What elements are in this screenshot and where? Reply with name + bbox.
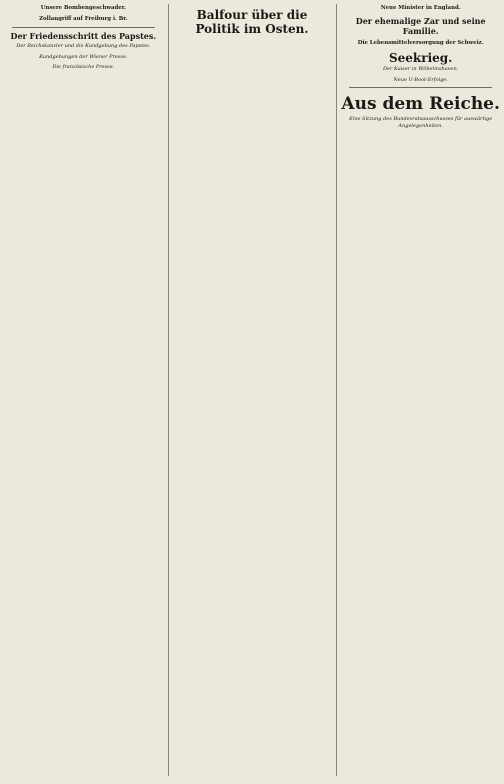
article-bombengeschwader xyxy=(4,5,163,12)
article-heading: Die Lebensmittelversorgung der Schweiz. xyxy=(357,40,484,46)
article-zar xyxy=(341,16,500,36)
article-aus-dem-reiche xyxy=(341,94,500,129)
article-seekrieg xyxy=(341,51,500,73)
article-freiburg xyxy=(4,16,163,23)
article-heading: Seekrieg. xyxy=(389,51,453,65)
article-heading: Der Friedensschritt des Papstes. xyxy=(10,31,157,41)
article-friedensschritt xyxy=(4,31,163,50)
article-heading: Balfour über die Politik im Osten. xyxy=(195,8,309,36)
article-subheading: Eine Sitzung des Bundesratsausschusses für auswärtige Angelegenheiten. xyxy=(349,116,493,129)
newspaper-page xyxy=(4,4,500,776)
article-heading: Zollangriff auf Freiburg i. Br. xyxy=(39,16,128,22)
article-heading: Der ehemalige Zar und seine Familie. xyxy=(355,16,486,36)
article-subheading: Der Reichskanzler und die Kundgebung des Papstes. xyxy=(16,43,151,49)
article-subheading: Kundgebungen der Wiener Presse. xyxy=(39,53,128,60)
article-franz-presse xyxy=(4,64,163,71)
article-heading: Unsere Bombengeschwader. xyxy=(40,5,126,11)
article-heading: Aus dem Reiche. xyxy=(341,94,500,114)
column-right xyxy=(336,4,500,776)
column-middle xyxy=(168,4,332,776)
article-subheading: Die französische Presse. xyxy=(52,64,115,70)
divider xyxy=(349,87,492,88)
article-schweiz xyxy=(341,40,500,47)
divider xyxy=(12,27,155,28)
article-subheading: Der Kaiser in Wilhelmshaven. xyxy=(383,66,459,72)
article-uboot xyxy=(341,77,500,84)
column-left xyxy=(4,4,163,776)
article-wiener-presse xyxy=(4,54,163,61)
article-subheading: Neue U-Boot-Erfolge. xyxy=(393,76,448,83)
article-neue-minister xyxy=(341,5,500,12)
article-heading: Neue Minister in England. xyxy=(380,5,461,11)
article-balfour xyxy=(173,8,332,36)
